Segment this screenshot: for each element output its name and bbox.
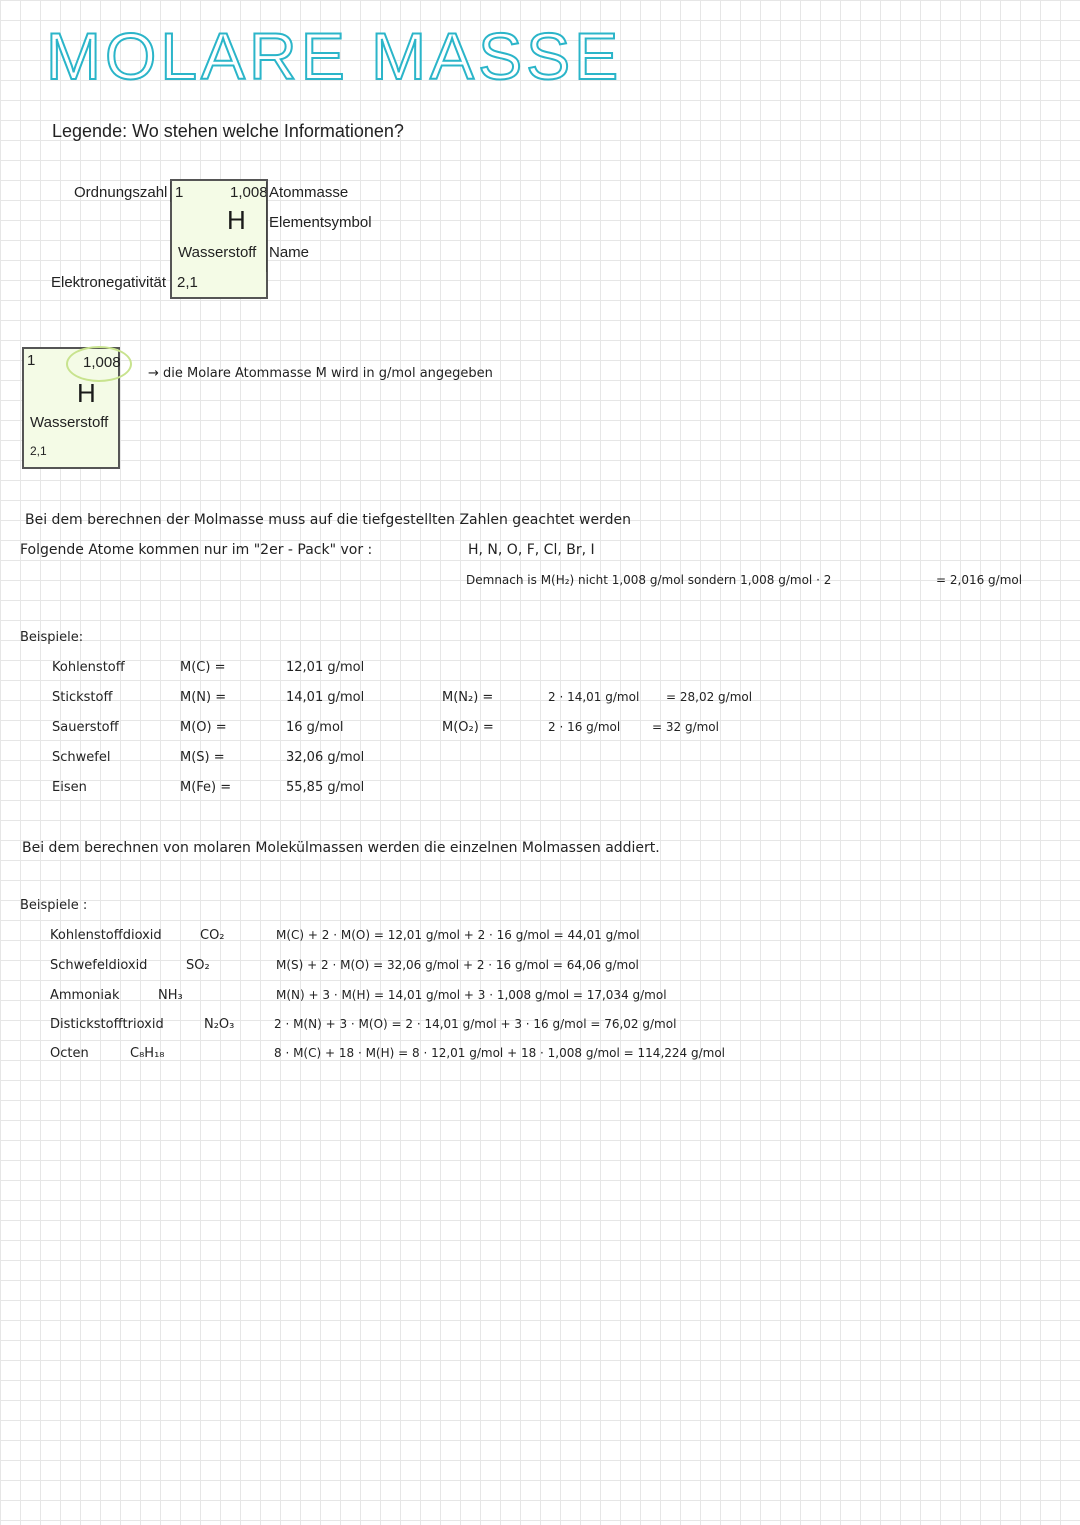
en-value: 2,1 [177,274,198,291]
examples2-header: Beispiele : [20,898,88,913]
ex1-value: 12,01 g/mol [286,660,365,675]
legend-question: Legende: Wo stehen welche Informationen? [52,121,404,141]
ex1-name: Eisen [52,780,87,795]
atommasse-label: Atommasse [269,184,349,201]
ex1-pair-formula: M(O₂) = [442,720,494,735]
ex1-value: 16 g/mol [286,720,344,735]
ex1-pair-calc: 2 · 16 g/mol [548,720,621,734]
en-label: Elektronegativität [51,274,167,291]
ex2-calc: M(N) + 3 · M(H) = 14,01 g/mol + 3 · 1,008 g/mol = 17,034 g/mol [276,988,667,1002]
ex1-pair-formula: M(N₂) = [442,690,494,705]
ex1-value: 14,01 g/mol [286,690,365,705]
examples1-header: Beispiele: [20,630,84,645]
rule-line3-result: = 2,016 g/mol [936,573,1023,587]
page-title: MOLARE MASSE [46,19,623,93]
ex1-pair-result: = 32 g/mol [652,720,719,734]
ordnungszahl-label: Ordnungszahl [74,184,168,201]
legend-name: Wasserstoff [178,244,257,261]
legend-symbol: H [227,205,246,235]
rule-line2a: Folgende Atome kommen nur im "2er - Pack" vor : [20,542,373,558]
ex2-formula: N₂O₃ [204,1017,235,1032]
card-mass: 1,008 [83,354,121,371]
ex1-formula: M(N) = [180,690,227,705]
card-name: Wasserstoff [30,414,109,431]
rule-line1: Bei dem berechnen der Molmasse muss auf die tiefgestellten Zahlen geachtet werden [25,512,631,528]
ex2-formula: NH₃ [158,988,183,1003]
ex2-formula: CO₂ [200,928,225,943]
ex2-calc: M(S) + 2 · M(O) = 32,06 g/mol + 2 · 16 g/mol = 64,06 g/mol [276,958,639,972]
ex1-name: Sauerstoff [52,720,119,735]
ex2-formula: C₈H₁₈ [130,1046,165,1061]
ex1-formula: M(O) = [180,720,227,735]
ex1-formula: M(C) = [180,660,226,675]
ex1-pair-calc: 2 · 14,01 g/mol [548,690,640,704]
ex2-name: Octen [50,1046,89,1061]
ex1-formula: M(Fe) = [180,780,232,795]
ex2-calc: M(C) + 2 · M(O) = 12,01 g/mol + 2 · 16 g/mol = 44,01 g/mol [276,928,640,942]
ex2-calc: 2 · M(N) + 3 · M(O) = 2 · 14,01 g/mol + 3 · 16 g/mol = 76,02 g/mol [274,1017,677,1031]
ordnungszahl-value: 1 [175,184,184,201]
ex1-pair-result: = 28,02 g/mol [666,690,753,704]
atommasse-value: 1,008 [230,184,268,201]
symbol-label: Elementsymbol [269,214,372,231]
card-symbol: H [77,378,96,408]
ex1-formula: M(S) = [180,750,225,765]
card-en: 2,1 [30,444,47,458]
molecule-rule: Bei dem berechnen von molaren Molekülmassen werden die einzelnen Molmassen addiert. [22,840,660,856]
card-number: 1 [27,352,36,369]
ex2-calc: 8 · M(C) + 18 · M(H) = 8 · 12,01 g/mol + 18 · 1,008 g/mol = 114,224 g/mol [274,1046,726,1060]
ex2-name: Ammoniak [50,988,120,1003]
ex1-name: Schwefel [52,750,111,765]
ex1-name: Stickstoff [52,690,113,705]
ex2-name: Distickstofftrioxid [50,1017,164,1032]
ex2-name: Schwefeldioxid [50,958,148,973]
name-label: Name [269,244,310,261]
rule-line2b: H, N, O, F, Cl, Br, I [468,542,595,558]
arrow-note: → die Molare Atommasse M wird in g/mol angegeben [148,366,493,381]
ex1-value: 55,85 g/mol [286,780,365,795]
ex1-name: Kohlenstoff [52,660,125,675]
rule-line3: Demnach is M(H₂) nicht 1,008 g/mol sondern 1,008 g/mol · 2 [466,573,832,587]
ex2-name: Kohlenstoffdioxid [50,928,162,943]
ex2-formula: SO₂ [186,958,210,973]
ex1-value: 32,06 g/mol [286,750,365,765]
